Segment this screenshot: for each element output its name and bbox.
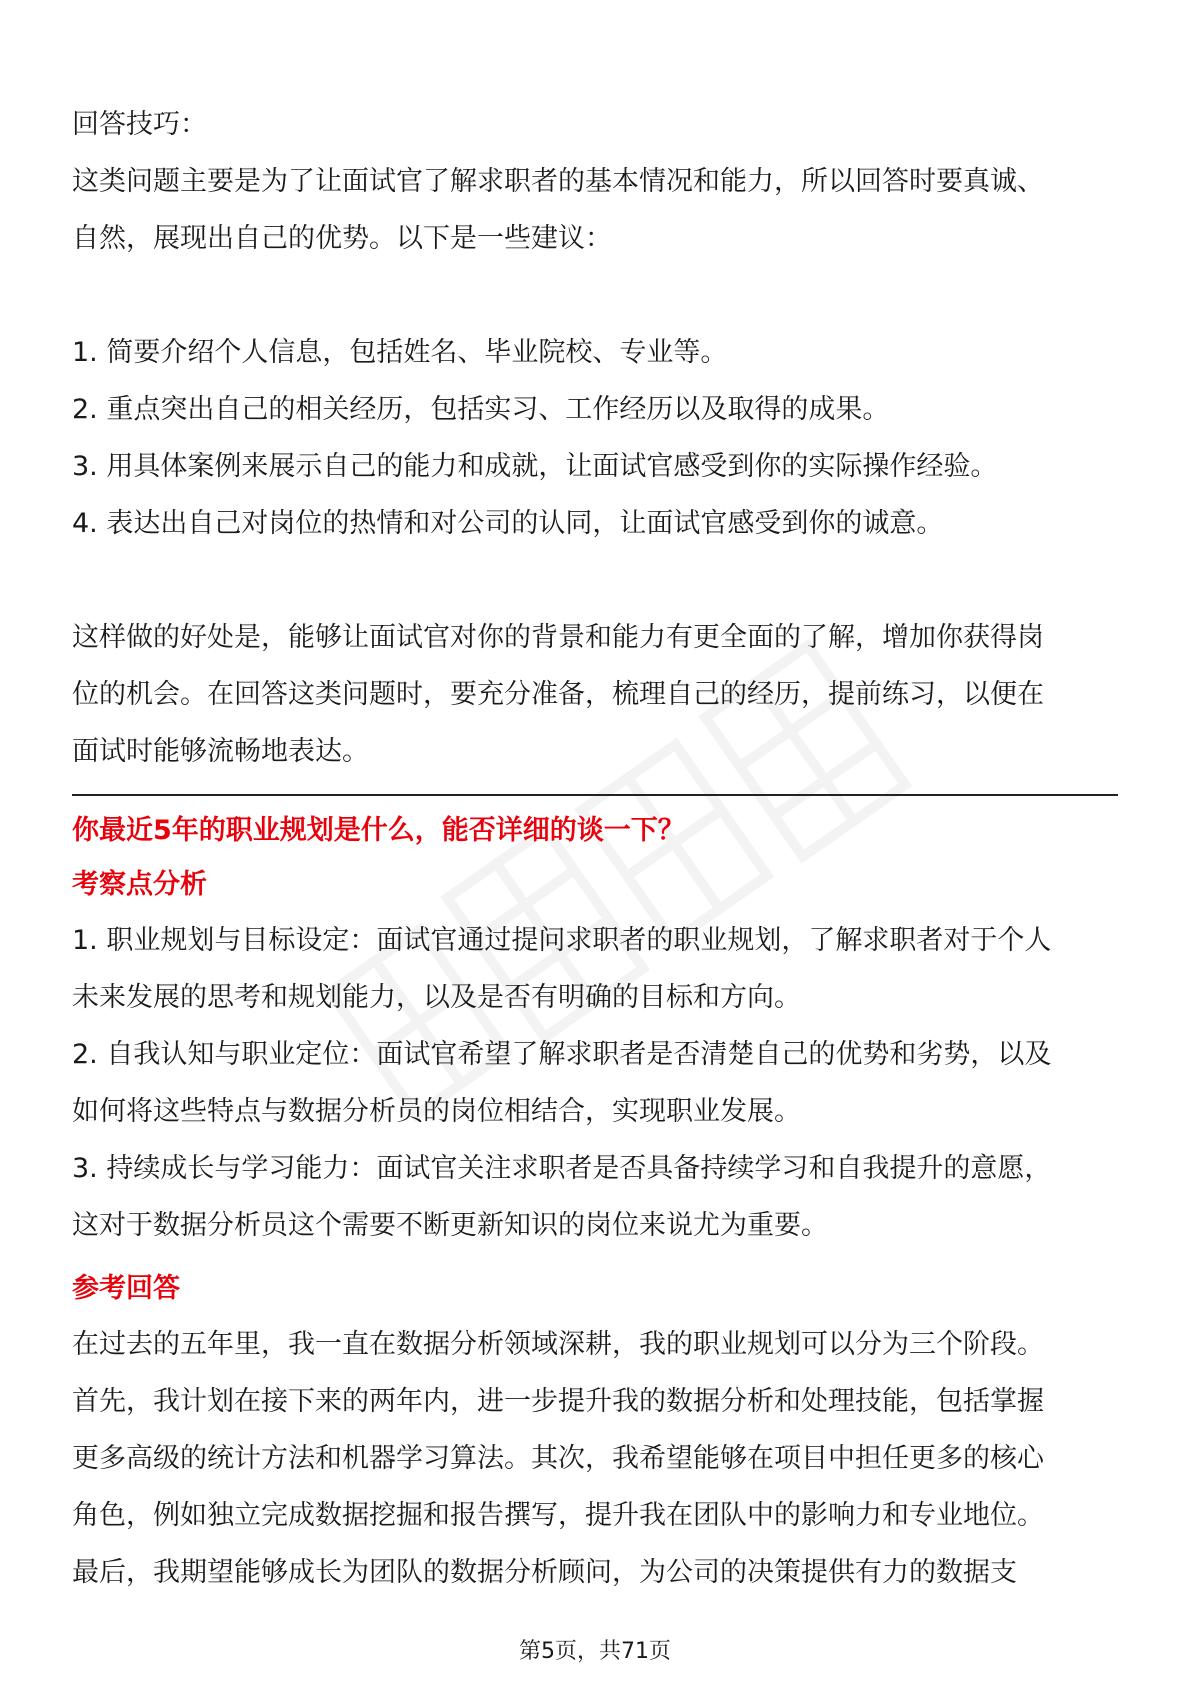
summary-paragraph-line: 这样做的好处是，能够让面试官对你的背景和能力有更全面的了解，增加你获得岗 xyxy=(72,622,1044,653)
blank-line xyxy=(72,552,1118,609)
tip-list-item: 2. 重点突出自己的相关经历，包括实习、工作经历以及取得的成果。 xyxy=(72,394,890,425)
answer-line: 首先，我计划在接下来的两年内，进一步提升我的数据分析和处理技能，包括掌握 xyxy=(72,1386,1044,1417)
analysis-line: 未来发展的思考和规划能力，以及是否有明确的目标和方向。 xyxy=(72,982,801,1013)
tip-list-item: 3. 用具体案例来展示自己的能力和成就，让面试官感受到你的实际操作经验。 xyxy=(72,451,998,482)
blank-line xyxy=(72,267,1118,324)
answer-line: 角色，例如独立完成数据挖掘和报告撰写，提升我在团队中的影响力和专业地位。 xyxy=(72,1500,1044,1531)
document-page xyxy=(72,96,1118,1601)
answer-line: 更多高级的统计方法和机器学习算法。其次，我希望能够在项目中担任更多的核心 xyxy=(72,1443,1044,1474)
tip-list-item: 4. 表达出自己对岗位的热情和对公司的认同，让面试官感受到你的诚意。 xyxy=(72,508,944,539)
analysis-line: 这对于数据分析员这个需要不断更新知识的岗位来说尤为重要。 xyxy=(72,1210,828,1241)
answer-heading: 参考回答 xyxy=(72,1273,180,1304)
tip-list-item: 1. 简要介绍个人信息，包括姓名、毕业院校、专业等。 xyxy=(72,337,728,368)
summary-paragraph-line: 面试时能够流畅地表达。 xyxy=(72,736,369,767)
page-number: 第5页，共71页 xyxy=(519,1639,671,1664)
answer-line: 在过去的五年里，我一直在数据分析领域深耕，我的职业规划可以分为三个阶段。 xyxy=(72,1329,1044,1360)
summary-paragraph-line: 位的机会。在回答这类问题时，要充分准备，梳理自己的经历，提前练习，以便在 xyxy=(72,679,1044,710)
section-divider xyxy=(72,794,1118,796)
analysis-line: 1. 职业规划与目标设定：面试官通过提问求职者的职业规划，了解求职者对于个人 xyxy=(72,925,1052,956)
intro-paragraph-line: 自然，展现出自己的优势。以下是一些建议： xyxy=(72,223,612,254)
intro-paragraph-line: 这类问题主要是为了让面试官了解求职者的基本情况和能力，所以回答时要真诚、 xyxy=(72,166,1044,197)
analysis-line: 3. 持续成长与学习能力：面试官关注求职者是否具备持续学习和自我提升的意愿， xyxy=(72,1153,1052,1184)
answer-line: 最后，我期望能够成长为团队的数据分析顾问，为公司的决策提供有力的数据支 xyxy=(72,1557,1017,1588)
question-title: 你最近5年的职业规划是什么，能否详细的谈一下？ xyxy=(72,815,685,846)
analysis-heading: 考察点分析 xyxy=(72,869,207,900)
analysis-line: 如何将这些特点与数据分析员的岗位相结合，实现职业发展。 xyxy=(72,1096,801,1127)
analysis-line: 2. 自我认知与职业定位：面试官希望了解求职者是否清楚自己的优势和劣势，以及 xyxy=(72,1039,1052,1070)
intro-heading: 回答技巧： xyxy=(72,109,207,140)
